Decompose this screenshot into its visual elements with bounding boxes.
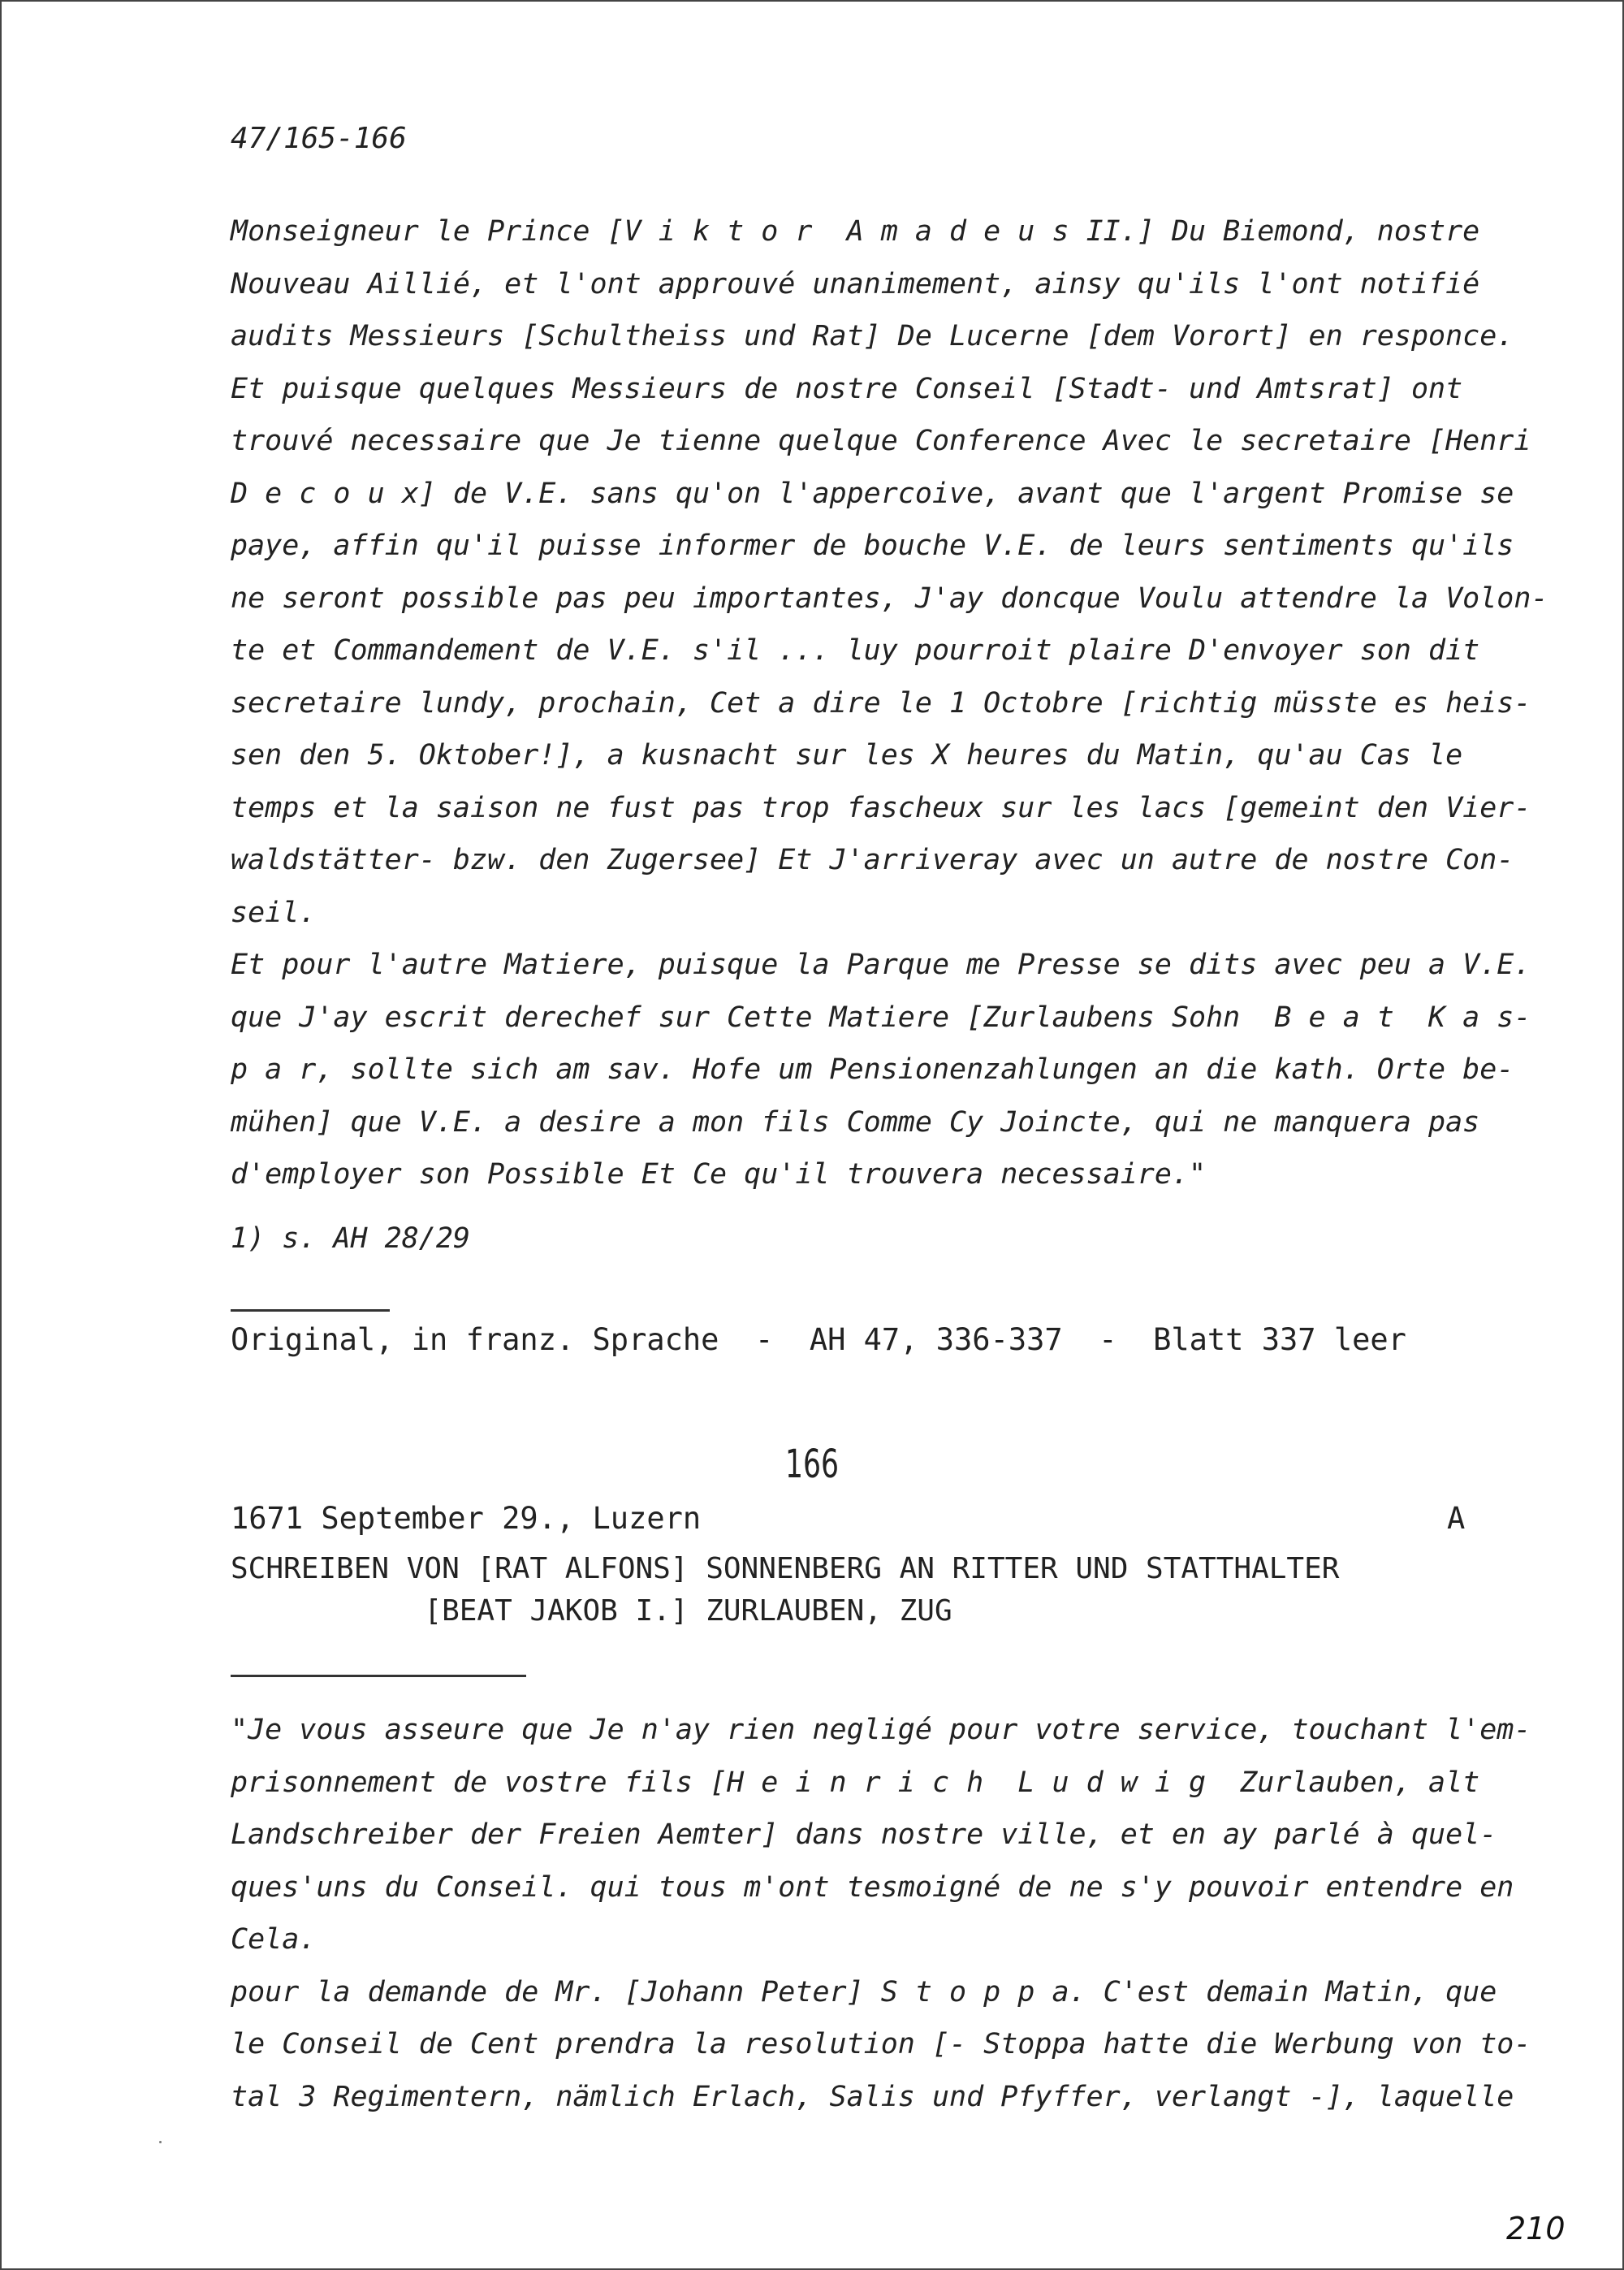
footnote: 1) s. AH 28/29	[231, 1222, 471, 1255]
text-line: Et puisque quelques Messieurs de nostre Conseil [Stadt- und Amtsrat] ont	[231, 372, 1463, 405]
page-number: 210	[1506, 2211, 1566, 2246]
text-line: temps et la saison ne fust pas trop fascheux sur les lacs [gemeint den Vier-	[231, 791, 1531, 824]
text-line: mühen] que V.E. a desire a mon fils Comme Cy Joincte, qui ne manquera pas	[231, 1105, 1480, 1139]
text-line: te et Commandement de V.E. s'il ... luy pourroit plaire D'envoyer son dit	[231, 634, 1480, 667]
text-line: pour la demande de Mr. [Johann Peter] S t o p p a. C'est demain Matin, que	[231, 1975, 1497, 2008]
document-text	[231, 1704, 1531, 2123]
document-reference: 47/165-166	[231, 122, 407, 155]
text-line: audits Messieurs [Schultheiss und Rat] De Lucerne [dem Vorort] en responce.	[231, 320, 1514, 352]
scan-speck	[159, 2141, 162, 2143]
text-line: secretaire lundy, prochain, Cet a dire le 1 Octobre [richtig müsste es heis-	[231, 686, 1531, 720]
title-line: [BEAT JAKOB I.] ZURLAUBEN, ZUG	[231, 1594, 952, 1628]
previous-document-text	[231, 205, 1548, 1201]
text-line: que J'ay escrit derechef sur Cette Matiere [Zurlaubens Sohn B e a t K a s-	[231, 1001, 1531, 1034]
text-line: "Je vous asseure que Je n'ay rien negligé pour votre service, touchant l'em-	[231, 1714, 1531, 1746]
title-line: SCHREIBEN VON [RAT ALFONS] SONNENBERG AN RITTER UND STATTHALTER	[231, 1552, 1340, 1585]
text-line: waldstätter- bzw. den Zugersee] Et J'arriveray avec un autre de nostre Con-	[231, 844, 1514, 876]
text-line: le Conseil de Cent prendra la resolution [- Stoppa hatte die Werbung von to-	[231, 2028, 1531, 2060]
text-line: Et pour l'autre Matiere, puisque la Parque me Presse se dits avec peu a V.E.	[231, 949, 1531, 981]
text-line: d'employer son Possible Et Ce qu'il trouvera necessaire."	[231, 1158, 1207, 1191]
document-title	[231, 1548, 1339, 1632]
document-grade: A	[1447, 1501, 1466, 1536]
text-line: prisonnement de vostre fils [H e i n r i c h L u d w i g Zurlauben, alt	[231, 1766, 1480, 1799]
text-line: ne seront possible pas peu importantes, J'ay doncque Voulu attendre la Volon-	[231, 582, 1548, 615]
document-number: 166	[785, 1442, 839, 1487]
source-note: Original, in franz. Sprache - AH 47, 336-337 - Blatt 337 leer	[231, 1322, 1406, 1357]
text-line: p a r, sollte sich am sav. Hofe um Pensionenzahlungen an die kath. Orte be-	[231, 1053, 1514, 1086]
text-line: ques'uns du Conseil. qui tous m'ont tesmoigné de ne s'y pouvoir entendre en	[231, 1870, 1514, 1904]
text-line: Cela.	[231, 1923, 317, 1956]
document-dateline: 1671 September 29., Luzern	[231, 1501, 702, 1536]
text-line: Landschreiber der Freien Aemter] dans nostre ville, et en ay parlé à quel-	[231, 1818, 1497, 1851]
text-line: Nouveau Aillié, et l'ont approuvé unanimement, ainsy qu'ils l'ont notifié	[231, 267, 1480, 301]
text-line: paye, affin qu'il puisse informer de bouche V.E. de leurs sentiments qu'ils	[231, 530, 1514, 562]
text-line: sen den 5. Oktober!], a kusnacht sur les X heures du Matin, qu'au Cas le	[231, 739, 1463, 772]
separator-rule	[231, 1309, 390, 1312]
text-line: D e c o u x] de V.E. sans qu'on l'appercoive, avant que l'argent Promise se	[231, 477, 1514, 510]
title-separator-rule	[231, 1675, 526, 1677]
text-line: tal 3 Regimentern, nämlich Erlach, Salis und Pfyffer, verlangt -], laquelle	[231, 2080, 1514, 2113]
text-line: seil.	[231, 896, 317, 929]
text-line: trouvé necessaire que Je tienne quelque Conference Avec le secretaire [Henri	[231, 425, 1531, 457]
text-line: Monseigneur le Prince [V i k t o r A m a d e u s II.] Du Biemond, nostre	[231, 215, 1480, 248]
